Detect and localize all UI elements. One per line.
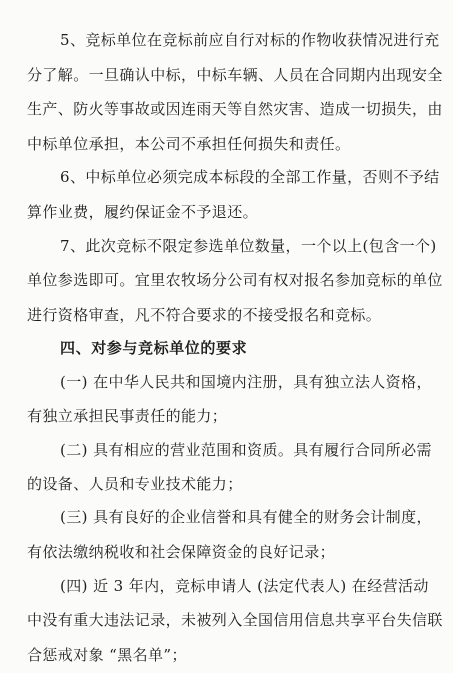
requirement-1-line-2: 有独立承担民事责任的能力； [27,406,228,425]
paragraph-6-line-2: 算作业费，履约保证金不予退还。 [27,202,259,221]
requirement-4-line-1: (四) 近 3 年内，竞标申请人 (法定代表人) 在经营活动 [60,576,429,595]
paragraph-5-line-3: 生产、防火等事故或因连雨天等自然灾害、造成一切损失，由 [27,100,443,119]
paragraph-7-line-2: 单位参选即可。宜里农牧场分公司有权对报名参加竞标的单位 [27,270,443,289]
requirement-3-line-2: 有依法缴纳税收和社会保障资金的良好记录； [27,542,336,561]
paragraph-7-line-1: 7、此次竞标不限定参选单位数量，一个以上(包含一个) [60,237,437,256]
paragraph-6-line-1: 6、中标单位必须完成本标段的全部工作量，否则不予结 [60,167,440,186]
paragraph-5-line-2: 分了解。一旦确认中标，中标车辆、人员在合同期内出现安全 [27,65,443,84]
paragraph-7-line-3: 进行资格审查，凡不符合要求的不接受报名和竞标。 [27,305,382,324]
requirement-4-line-2: 中没有重大违法记录，未被列入全国信用信息共享平台失信联 [27,611,443,630]
requirement-2-line-1: (二) 具有相应的营业范围和资质。具有履行合同所必需 [60,440,432,459]
requirement-2-line-2: 的设备、人员和专业技术能力； [27,474,243,493]
requirement-4-line-3: 合惩戒对象 “黑名单”； [27,646,187,664]
requirement-3-line-1: (三) 具有良好的企业信誉和具有健全的财务会计制度， [60,508,432,527]
requirement-1-line-1: (一) 在中华人民共和国境内注册，具有独立法人资格， [60,373,432,392]
paragraph-5-line-1: 5、竞标单位在竞标前应自行对标的作物收获情况进行充 [60,31,440,49]
section-heading: 四、对参与竞标单位的要求 [60,338,248,357]
paragraph-5-line-4: 中标单位承担，本公司不承担任何损失和责任。 [27,134,351,153]
